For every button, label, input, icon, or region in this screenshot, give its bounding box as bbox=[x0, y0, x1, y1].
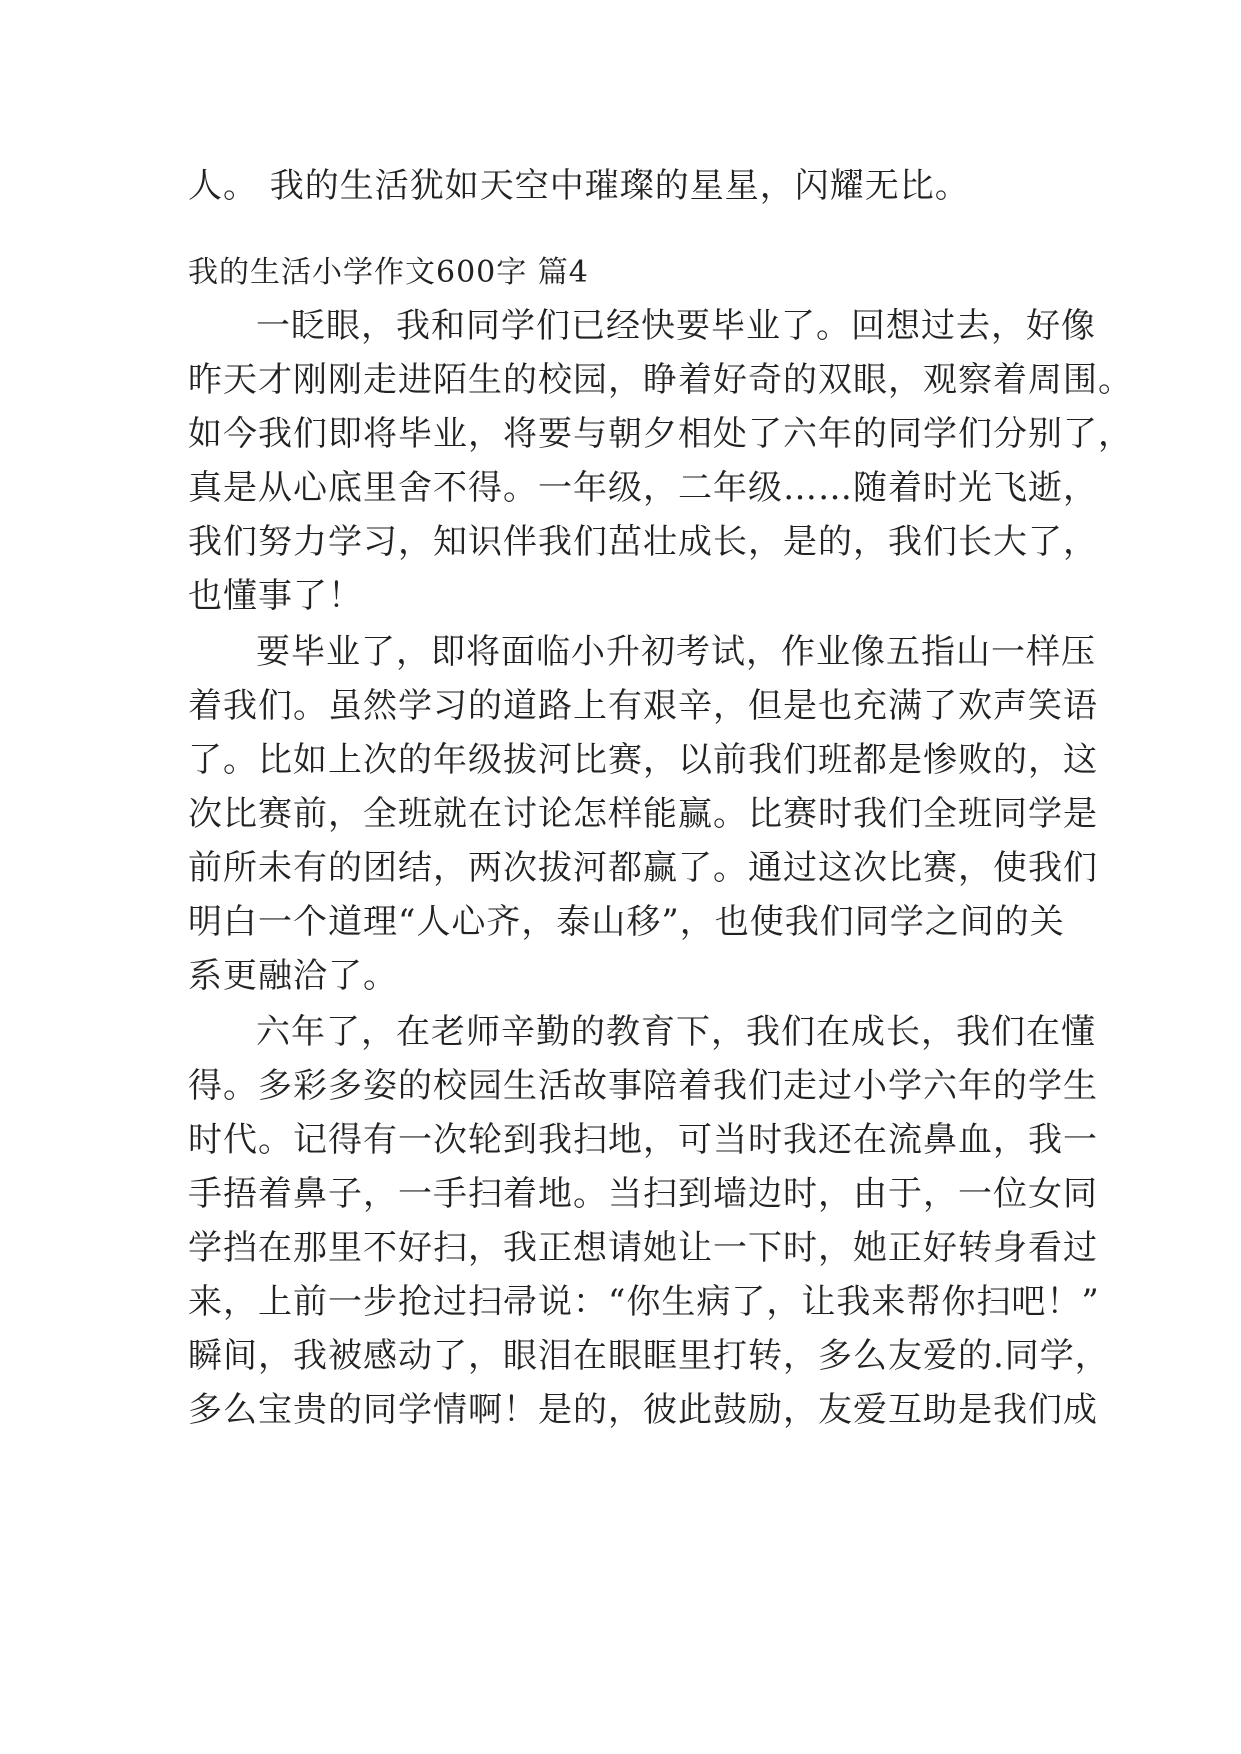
paragraph-line: 明白一个道理“人心齐，泰山移”，也使我们同学之间的关 bbox=[188, 902, 1065, 942]
paragraph-line: 着我们。虽然学习的道路上有艰辛，但是也充满了欢声笑语 bbox=[188, 686, 1098, 726]
paragraph-line: 学挡在那里不好扫，我正想请她让一下时，她正好转身看过 bbox=[188, 1228, 1098, 1268]
paragraph-line: 六年了，在老师辛勤的教育下，我们在成长，我们在懂 bbox=[256, 1012, 1096, 1052]
paragraph-line: 时代。记得有一次轮到我扫地，可当时我还在流鼻血，我一 bbox=[188, 1120, 1098, 1160]
paragraph-line: 如今我们即将毕业，将要与朝夕相处了六年的同学们分别了， bbox=[188, 414, 1133, 454]
paragraph-line: 也懂事了！ bbox=[188, 576, 363, 616]
paragraph-line: 真是从心底里舍不得。一年级，二年级……随着时光飞逝， bbox=[188, 468, 1098, 508]
paragraph-line: 手捂着鼻子，一手扫着地。当扫到墙边时，由于，一位女同 bbox=[188, 1174, 1098, 1214]
section-title: 我的生活小学作文600字 篇4 bbox=[188, 255, 589, 290]
paragraph-line: 多么宝贵的同学情啊！是的，彼此鼓励，友爱互助是我们成 bbox=[188, 1390, 1098, 1430]
paragraph-line: 来，上前一步抢过扫帚说：“你生病了，让我来帮你扫吧！” bbox=[188, 1282, 1100, 1322]
continuation-line: 人。 我的生活犹如天空中璀璨的星星，闪耀无比。 bbox=[188, 166, 970, 206]
paragraph-line: 一眨眼，我和同学们已经快要毕业了。回想过去，好像 bbox=[256, 306, 1096, 346]
paragraph-line: 我们努力学习，知识伴我们茁壮成长，是的，我们长大了， bbox=[188, 522, 1098, 562]
paragraph-line: 得。多彩多姿的校园生活故事陪着我们走过小学六年的学生 bbox=[188, 1066, 1098, 1106]
paragraph-line: 次比赛前，全班就在讨论怎样能赢。比赛时我们全班同学是 bbox=[188, 794, 1098, 834]
paragraph-line: 了。比如上次的年级拔河比赛，以前我们班都是惨败的，这 bbox=[188, 740, 1098, 780]
paragraph-line: 瞬间，我被感动了，眼泪在眼眶里打转，多么友爱的.同学， bbox=[188, 1336, 1110, 1376]
paragraph-line: 系更融洽了。 bbox=[188, 956, 398, 996]
paragraph-line: 要毕业了，即将面临小升初考试，作业像五指山一样压 bbox=[256, 632, 1096, 672]
paragraph-line: 昨天才刚刚走进陌生的校园，睁着好奇的双眼，观察着周围。 bbox=[188, 360, 1133, 400]
paragraph-line: 前所未有的团结，两次拔河都赢了。通过这次比赛，使我们 bbox=[188, 848, 1098, 888]
